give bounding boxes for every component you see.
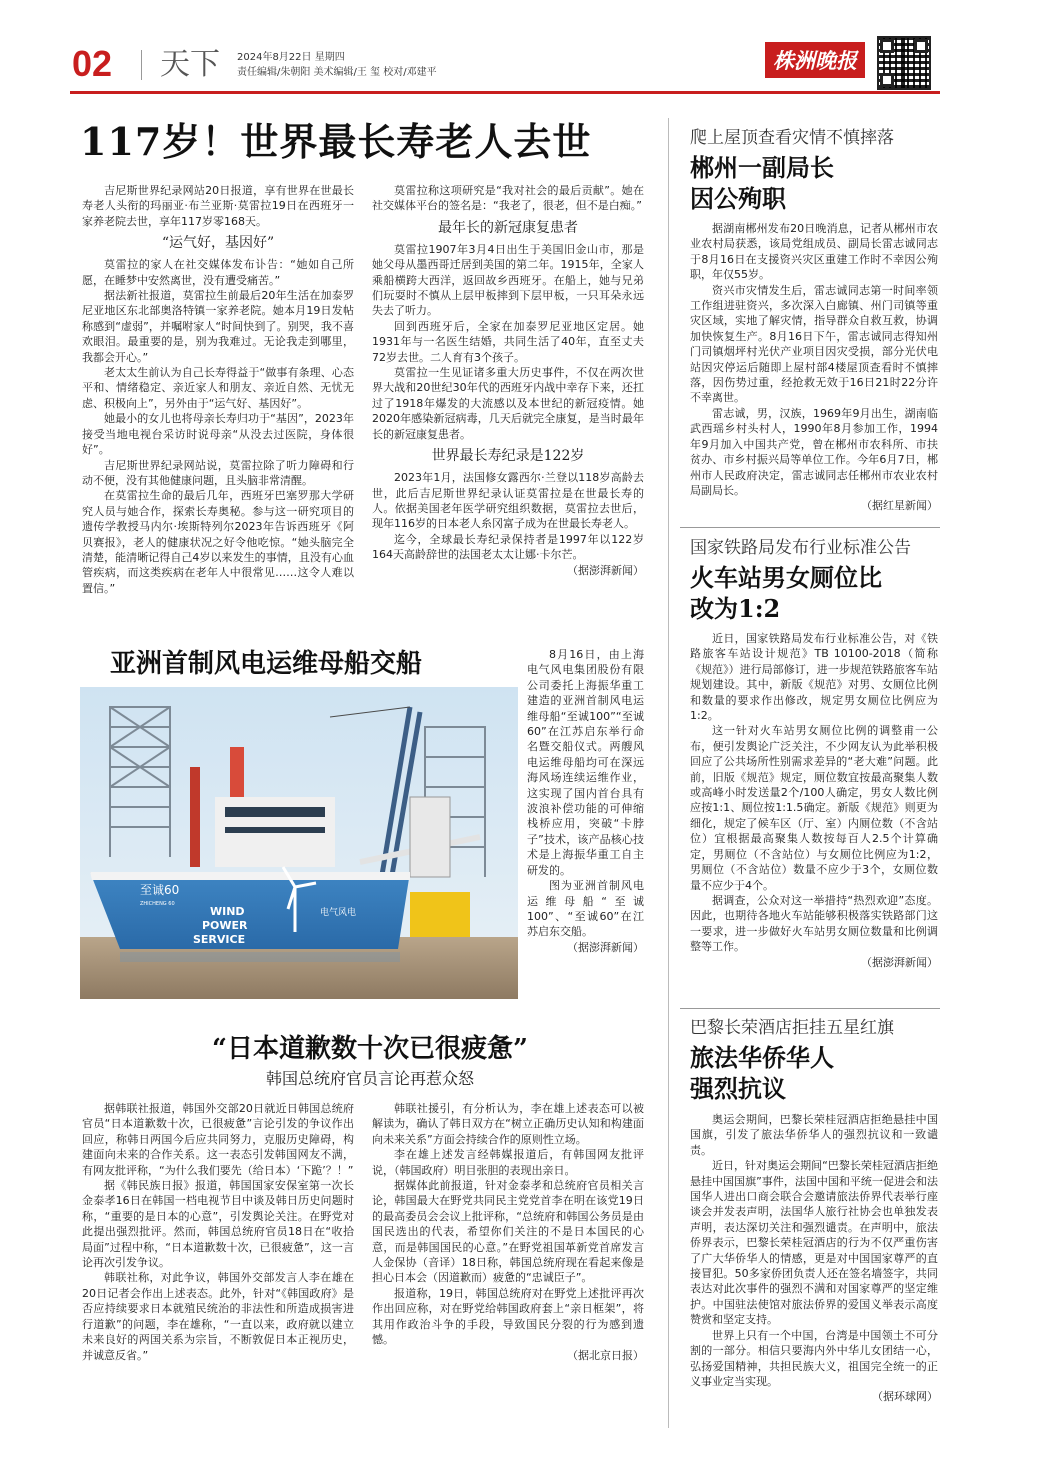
side-rule-2	[680, 1008, 940, 1009]
story3-headline: “日本道歉数十次已很疲惫”	[212, 1034, 528, 1064]
masthead-rule	[70, 91, 940, 94]
side3-headline-line1: 旅法华侨华人	[690, 1043, 834, 1072]
ship-photo	[80, 687, 518, 999]
source-credit: （据环球网）	[872, 1390, 938, 1404]
paragraph: 据法新社报道，莫雷拉生前最后20年生活在加泰罗尼亚地区东北部奥洛特镇一家养老院。她本月19日发帖称感到“虚弱”，并嘱咐家人“时间快到了。别哭，我不喜欢眼泪。最重要的是，别为我难过。无论我走到哪里，我都会开心。”	[82, 289, 354, 364]
side1-body	[690, 221, 938, 513]
paragraph: 韩联社援引，有分析认为，李在雄上述表态可以被解读为，确认了韩日双方在“树立正确历史认知和构建面向未来关系”方面会持续合作的原则性立场。	[372, 1102, 644, 1146]
date-line: 2024年8月22日 星期四	[237, 52, 345, 63]
side2-body	[690, 631, 938, 970]
paragraph: 莫雷拉1907年3月4日出生于美国旧金山市，那是她父母从墨西哥迁居到美国的第二年。1915年，全家人乘船横跨大西洋，返回故乡西班牙。在船上，她与兄弟们玩耍时不慎从上层甲板摔到下层甲板，一只耳朵永远失去了听力。	[372, 242, 644, 318]
paragraph: 图为亚洲首制风电运维母船“至诚100”、“至诚60”在江苏启东交船。	[527, 879, 644, 939]
paragraph: 韩联社称，对此争议，韩国外交部发言人李在雄在20日记者会作出上述表态。此外，针对“《韩国政府》是否应持续要求日本就殖民统治的非法性和所造成损害进行道歉”的问题，李在雄称，“一直以来，政府就以建立未来良好的两国关系为宗旨，不断敦促日本正视历史，并诚意反省。”	[82, 1271, 354, 1362]
paragraph: 莫雷拉的家人在社交媒体发布讣告：“她如自己所愿，在睡梦中安然离世，没有遭受痛苦。”	[82, 258, 354, 287]
source-credit: （据澎湃新闻）	[567, 563, 644, 577]
ship-name-en: ZHICHENG 60	[140, 901, 175, 907]
side3-headline-line2: 强烈抗议	[690, 1074, 786, 1103]
hull-company-text: 电气风电	[320, 908, 357, 918]
masthead-divider	[141, 50, 142, 80]
paragraph: 据调查，公众对这一举措持“热烈欢迎”态度。因此，也期待各地火车站能够积极落实铁路部门这一要求，进一步做好火车站男女厕位数量和比例调整等工作。	[690, 893, 938, 954]
source-credit: （据红星新闻）	[861, 499, 938, 513]
paragraph: 雷志诚，男，汉族，1969年9月出生，湖南临武西瑶乡村头村人，1990年8月参加工作，1994年9月加入中国共产党，曾在郴州市农科所、市扶贫办、市乡村振兴局等单位工作。今年6月7日，郴州市人民政府决定，雷志诚同志任郴州市农业农村局副局长。	[690, 406, 938, 497]
story2-text	[527, 647, 644, 955]
paragraph: 迄今，全球最长寿纪录保持者是1997年以122岁164天高龄辞世的法国老太太让娜·卡尔芒。	[372, 532, 644, 562]
paragraph: 世界上只有一个中国，台湾是中国领土不可分割的一部分。相信只要海内外中华儿女团结一心，弘扬爱国精神，共担民族大义，祖国完全统一的正义事业定当实现。	[690, 1328, 938, 1388]
side2-kicker: 国家铁路局发布行业标准公告	[690, 538, 911, 558]
side-rule-1	[680, 527, 940, 528]
hull-text-wind: WIND	[210, 905, 245, 918]
source-credit: （据澎湃新闻）	[861, 955, 938, 969]
paragraph: 她最小的女儿也将母亲长寿归功于“基因”，2023年接受当地电视台采访时说母亲“从没去过医院，身体很好”。	[82, 412, 354, 457]
side2-headline-line1: 火车站男女厕位比	[690, 563, 882, 592]
paragraph: 李在雄上述发言经韩媒报道后，有韩国网友批评说，（韩国政府）明目张胆的表现出亲日。	[372, 1148, 644, 1177]
story2-headline: 亚洲首制风电运维母船交船	[110, 649, 423, 679]
paragraph: 回到西班牙后，全家在加泰罗尼亚地区定居。她1931年与一名医生结婚，共同生活了40年，直至丈夫72岁去世。二人育有3个孩子。	[372, 319, 644, 364]
subhead: 世界最长寿纪录是122岁	[431, 448, 585, 465]
story3-subheadline: 韩国总统府官员言论再惹众怒	[265, 1069, 474, 1088]
story1-headline: 117岁！世界最长寿老人去世	[80, 119, 592, 164]
page-number: 02	[72, 43, 113, 84]
paragraph: 据湖南郴州发布20日晚消息，记者从郴州市农业农村局获悉，该局党组成员、副局长雷志诚同志于8月16日在支援资兴灾区重建工作时不幸因公殉职，年仅55岁。	[690, 222, 938, 282]
paragraph: 8月16日，由上海电气风电集团股份有限公司委托上海振华重工建造的亚洲首制风电运维母船“至诚100”“至诚60”在江苏启东举行命名暨交船仪式。两艘风电运维母船均可在深远海风场连续运维作业，这实现了国内首台具有波浪补偿功能的可伸缩栈桥应用，突破“卡脖子”技术，该产品核心技术是上海振华重工自主研发的。	[527, 648, 644, 877]
paragraph: 资兴市灾情发生后，雷志诚同志第一时间率领工作组进驻资兴，多次深入白廊镇、州门司镇等重灾区域，实地了解灾情，指导群众自救互救，协调加快恢复生产。8月16日下午，雷志诚同志得知州门司镇烟坪村光伏产业项目因灾受损，部分光伏电站因灾停运后随即上屋村部4楼屋顶查看时不慎摔落，因伤势过重，经抢救无效于16日21时22分许不幸离世。	[690, 283, 938, 405]
source-credit: （据北京日报）	[567, 1348, 644, 1362]
subhead: 最年长的新冠康复患者	[438, 219, 578, 236]
subhead: “运气好，基因好”	[161, 235, 275, 252]
hull-text-service: SERVICE	[193, 933, 246, 946]
side1-headline-line2: 因公殉职	[690, 184, 786, 213]
editors-line: 责任编辑/朱朝阳 美术编辑/王 玺 校对/邓建平	[237, 67, 437, 78]
paragraph: 吉尼斯世界纪录网站说，莫雷拉除了听力障碍和行动不便，没有其他健康问题，且头脑非常清醒。	[82, 458, 354, 487]
source-credit: （据澎湃新闻）	[567, 940, 644, 954]
paragraph: 据《韩民族日报》报道，韩国国家安保室第一次长金泰孝16日在韩国一档电视节目中谈及韩日历史问题时称，“重要的是日本的心意”，引发舆论关注。在野党对此提出强烈批评。然而，韩国总统府官员18日在“收拾局面”过程中称，“日本道歉数十次，已很疲惫”，这一言论再次引发争议。	[82, 1179, 354, 1270]
ship-name-cn: 至诚60	[140, 883, 180, 897]
paragraph: 奥运会期间，巴黎长荣桂冠酒店拒绝悬挂中国国旗，引发了旅法华侨华人的强烈抗议和一致谴责。	[690, 1113, 938, 1157]
section-title: 天下	[160, 47, 220, 82]
story3-column-2	[372, 1101, 644, 1363]
side1-headline-line1: 郴州一副局长	[690, 153, 834, 182]
paragraph: 报道称，19日，韩国总统府对在野党上述批评再次作出回应称，对在野党给韩国政府套上“亲日框架”，将其用作政治斗争的手段，导致国民分裂的行为感到遗憾。	[372, 1286, 644, 1347]
paragraph: 近日，针对奥运会期间“巴黎长荣桂冠酒店拒绝悬挂中国国旗”事件，法国中国和平统一促进会和法国华人进出口商会联合会邀请旅法侨界代表举行座谈会并发表声明，法国华人旅行社协会也单独发表声明，表达深切关注和强烈谴责。在声明中，旅法侨界表示，巴黎长荣桂冠酒店的行为不仅严重伤害了广大华侨华人的情感，更是对中国国家尊严的直接冒犯。50多家侨团负责人还在签名墙签字，共同表达对此次事件的强烈不满和对国家尊严的坚定维护。中国驻法使馆对旅法侨界的爱国义举表示高度赞赏和坚定支持。	[690, 1159, 938, 1327]
paragraph: 在莫雷拉生命的最后几年，西班牙巴塞罗那大学研究人员与她合作，探索长寿奥秘。参与这一研究项目的遗传学教授马内尔·埃斯特列尔2023年告诉西班牙《阿贝赛报》，老人的健康状况之好令他吃惊。“她头脑完全清楚，能清晰记得自己4岁以来发生的事情，且没有心血管疾病，而这类疾病在老年人中很常见……这令人难以置信。”	[82, 489, 354, 595]
paragraph: 这一针对火车站男女厕位比例的调整甫一公布，便引发舆论广泛关注，不少网友认为此举积极回应了公共场所性别需求差异的“老大难”问题。此前，旧版《规范》规定，厕位数宜按最高聚集人数或高峰小时发送量2个/100人确定，男女人数比例应按1:1、厕位按1:1.5确定。新版《规范》则更为细化，规定了候车区（厅、室）内厕位数（不含站位）宜根据最高聚集人数按每百人2.5个计算确定，男厕位（不含站位）与女厕位比例应为1:2，男厕位（不含站位）数量不应少于3个，女厕位数量不应少于4个。	[690, 724, 938, 892]
story1-column-2	[372, 183, 644, 578]
paragraph: 吉尼斯世界纪录网站20日报道，享有世界在世最长寿老人头衔的玛丽亚·布兰亚斯·莫雷拉19日在西班牙一家养老院去世，享年117岁零168天。	[82, 184, 354, 228]
paragraph: 莫雷拉称这项研究是“我对社会的最后贡献”。她在社交媒体平台的签名是：“我老了，很老，但不是白痴。”	[372, 184, 644, 213]
hull-text-power: POWER	[202, 919, 248, 932]
qr-code-icon	[877, 36, 931, 90]
side3-body	[690, 1112, 938, 1404]
paragraph: 莫雷拉一生见证诸多重大历史事件，不仅在两次世界大战和20世纪30年代的西班牙内战中幸存下来，还扛过了1918年爆发的大流感以及本世纪的新冠疫情。她2020年感染新冠病毒，几天后就完全康复，是当时最年长的新冠康复患者。	[372, 366, 644, 441]
side3-kicker: 巴黎长荣酒店拒挂五星红旗	[690, 1018, 894, 1038]
paragraph: 2023年1月，法国修女露西尔·兰登以118岁高龄去世，此后吉尼斯世界纪录认证莫雷拉是在世最长寿的人。依据美国老年医学研究组织数据，莫雷拉去世后，现年116岁的日本老人糸冈富子成为在世最长寿老人。	[372, 471, 644, 531]
side2-headline-line2: 改为1:2	[690, 594, 781, 623]
paragraph: 据韩联社报道，韩国外交部20日就近日韩国总统府官员“日本道歉数十次，已很疲惫”言论引发的争议作出回应，称韩日两国今后应共同努力，克服历史障碍，构建面向未来的合作关系。这一表态引发韩国网友不满，有网友批评称，“为什么我们要先（给日本）‘下跪’？！”	[82, 1102, 354, 1177]
paragraph: 老太太生前认为自己长寿得益于“做事有条理、心态平和、情绪稳定、亲近家人和朋友、亲近自然、无忧无虑、积极向上”，另外由于“运气好、基因好”。	[82, 366, 354, 410]
column-divider	[668, 118, 669, 1428]
side1-kicker: 爬上屋顶查看灾情不慎摔落	[690, 128, 894, 148]
story3-column-1	[82, 1101, 354, 1363]
paragraph: 据媒体此前报道，针对金泰孝和总统府官员相关言论，韩国最大在野党共同民主党党首李在明在该党19日的最高委员会会议上批评称，“总统府和韩国公务员是由国民选出的代表，希望你们关注的不是日本国民的心意，而是韩国国民的心意。”在野党祖国革新党首席发言人金保协（音译）18日称，韩国总统府现在看起来像是担心日本会（因道歉而）疲惫的“忠诚臣子”。	[372, 1179, 644, 1285]
newspaper-logo: 株洲晚报	[765, 42, 865, 78]
story1-column-1	[82, 183, 354, 596]
paragraph: 近日，国家铁路局发布行业标准公告，对《铁路旅客车站设计规范》TB 10100-2018（简称《规范》）进行局部修订，进一步规范铁路旅客车站规划建设。其中，新版《规范》对男、女厕位比例和数量的要求作出修改，规定男女厕位比例应为1:2。	[690, 632, 938, 723]
